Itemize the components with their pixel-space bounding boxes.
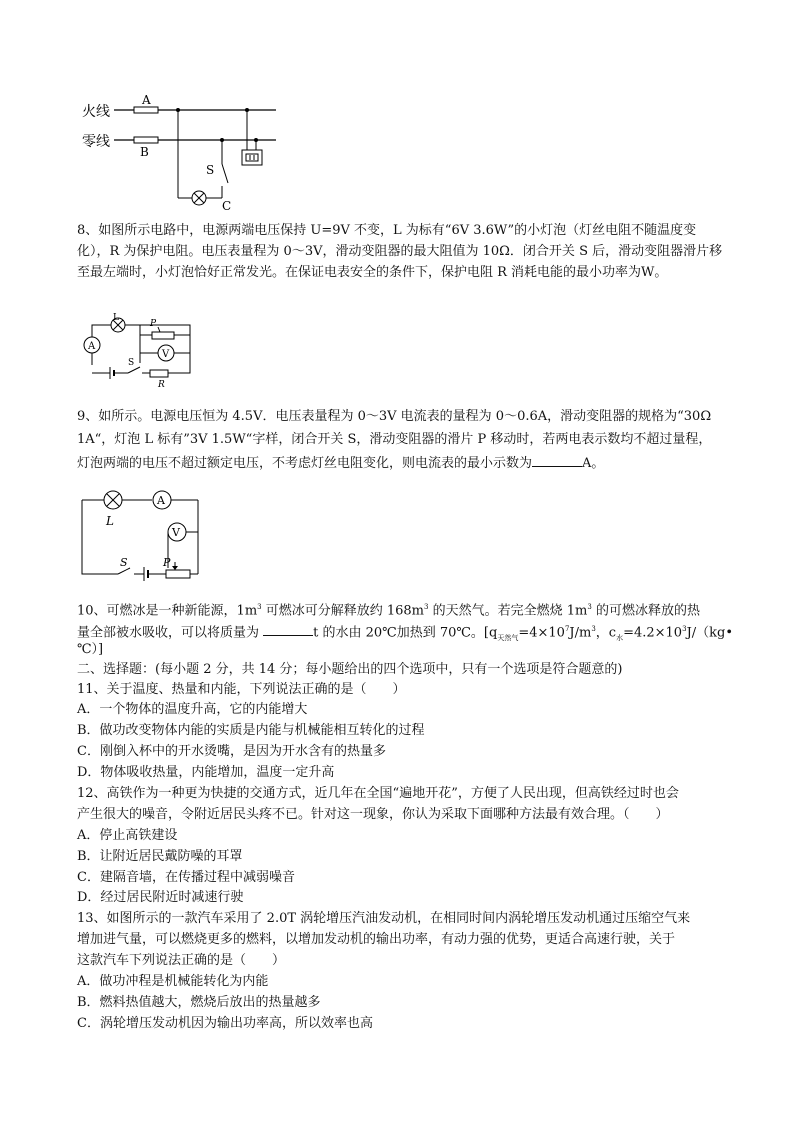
question-13-stem-3: 这款汽车下列说法正确的是（ ） [77,953,286,968]
question-9-line3-text: 灯泡两端的电压不超过额定电压，不考虑灯丝电阻变化，则电流表的最小示数为 [77,456,533,471]
question-12-stem-2: 产生很大的噪音，令附近居民头疼不已。针对这一现象，你认为采取下面哪种方法最有效合理。（ ） [77,807,669,822]
q10-text-b: 可燃冰可分解释放约 168m [261,603,425,619]
fuse-b [134,137,158,143]
question-8-text: 8、如图所示电路中，电源两端电压保持 U=9V 不变，L 为标有“6V 3.6W”的小灯泡（灯丝电阻不随温度变化），R 为保护电阻。电压表量程为 0～3V，滑动变阻器的最大阻值为 10Ω．闭合开关 S 后，滑动变阻器滑片移至最左端时，小灯泡恰好正常发光。在保证电表安全的条件下，保护电阻 R 消耗电能的最小功率为W。 [77,223,723,280]
resistor-label: R [158,380,165,390]
rheostat-icon [166,570,190,578]
slider-label: P [163,556,171,569]
question-9-line2: 1A“，灯泡 L 标有”3V 1.5W“字样，闭合开关 S，滑动变阻器的滑片 P 移动时，若两电表示数均不超过量程， [77,432,712,447]
q10-sup: 3 [682,625,687,633]
voltmeter-label: V [172,526,180,539]
question-12-stem-1: 12、高铁作为一种更为快捷的交通方式，近几年在全国“遍地开花”，方便了人民出现，但高铁经过时也会 [77,786,679,801]
q10-sup: 7 [564,625,570,633]
q10-text-k: J/（kg• [686,625,734,641]
q9-circuit-diagram [80,490,210,580]
resistor-r [150,370,168,377]
q11-option-b[interactable]: B．做功改变物体内能的实质是内能与机械能相互转化的过程 [77,723,425,738]
question-13-stem-1: 13、如图所示的一款汽车采用了 2.0T 涡轮增压汽油发动机，在相同时间内涡轮增压发动机通过压缩空气来 [77,911,691,926]
switch-label: S [128,358,135,368]
live-wire-label: 火线 [82,104,110,120]
q12-option-a[interactable]: A．停止高铁建设 [77,828,178,843]
question-10-line3: ℃）] [77,642,104,657]
q10-text-c: 的天然气。若完全燃烧 1m [428,603,588,619]
question-9-line3 [77,452,604,474]
label-a: A [142,93,151,107]
question-11-stem: 11、关于温度、热量和内能，下列说法正确的是（ ） [77,682,406,697]
switch-s [222,164,228,183]
q12-option-d[interactable]: D．经过居民附近时减速行驶 [77,890,244,905]
q10-text-j: =4.2×10 [623,625,683,641]
q10-text-h: J/m [569,625,592,641]
q11-option-d[interactable]: D．物体吸收热量，内能增加，温度一定升高 [77,765,335,780]
q10-sup: 3 [257,603,262,611]
q12-option-b[interactable]: B．让附近居民戴防噪的耳罩 [77,849,243,864]
lamp-label: L [106,514,114,528]
answer-blank[interactable] [532,452,582,467]
q10-text-g: =4×10 [518,625,565,641]
q11-option-c[interactable]: C．刚倒入杯中的开水烫嘴，是因为开水含有的热量多 [77,744,386,759]
rheostat-icon [152,332,174,339]
section-2-heading: 二、选择题：(每小题 2 分，共 14 分；每小题给出的四个选项中，只有一个选项是符合题意的) [77,662,623,677]
question-10-line2 [77,619,733,648]
q13-option-b[interactable]: B．燃料热值越大，燃烧后放出的热量越多 [77,995,321,1010]
ammeter-label: A [88,341,96,352]
q10-sup: 3 [591,625,596,633]
q11-option-a[interactable]: A．一个物体的温度升高，它的内能增大 [77,702,308,717]
q13-option-c[interactable]: C．涡轮增压发动机因为输出功率高，所以效率也高 [77,1016,373,1031]
question-9-unit: A。 [582,456,605,471]
q10-sub: 天然气 [497,633,519,642]
q10-text-e: 量全部被水吸收，可以将质量为 [77,625,264,641]
lamp-label: L [113,313,119,323]
ammeter-label: A [157,494,165,507]
q10-sup: 3 [424,603,429,611]
q12-option-c[interactable]: C．建隔音墙，在传播过程中减弱噪音 [77,870,295,885]
q8-circuit-diagram [80,313,210,390]
question-13-stem-2: 增加进气量，可以燃烧更多的燃料，以增加发动机的输出功率，有动力强的优势，更适合高速行驶，关于 [77,932,676,947]
label-s: S [206,163,215,177]
slider-label: P [150,319,157,329]
q10-text-a: 10、可燃冰是一种新能源，1m [77,603,258,619]
q10-text-f: t 的水由 20℃加热到 70℃。[q [313,625,498,641]
q10-text-d: 的可燃冰释放的热 [591,603,700,619]
q13-option-a[interactable]: A．做功冲程是机械能转化为内能 [77,974,269,989]
voltmeter-label: V [162,349,170,360]
label-b: B [140,145,149,159]
question-10-line1 [77,597,700,621]
question-9-line1: 9、如所示。电源电压恒为 4.5V．电压表量程为 0～3V 电流表的量程为 0～0.6A，滑动变阻器的规格为“30Ω [77,409,712,424]
q10-sup: 3 [587,603,592,611]
label-c: C [222,199,232,213]
neutral-wire-label: 零线 [82,134,110,150]
switch-label: S [120,556,128,569]
q10-text-i: ，c [595,625,617,641]
fuse-a [134,107,158,113]
q10-sub: 水 [616,633,624,642]
household-circuit-diagram [80,88,300,213]
answer-blank[interactable] [263,621,313,636]
